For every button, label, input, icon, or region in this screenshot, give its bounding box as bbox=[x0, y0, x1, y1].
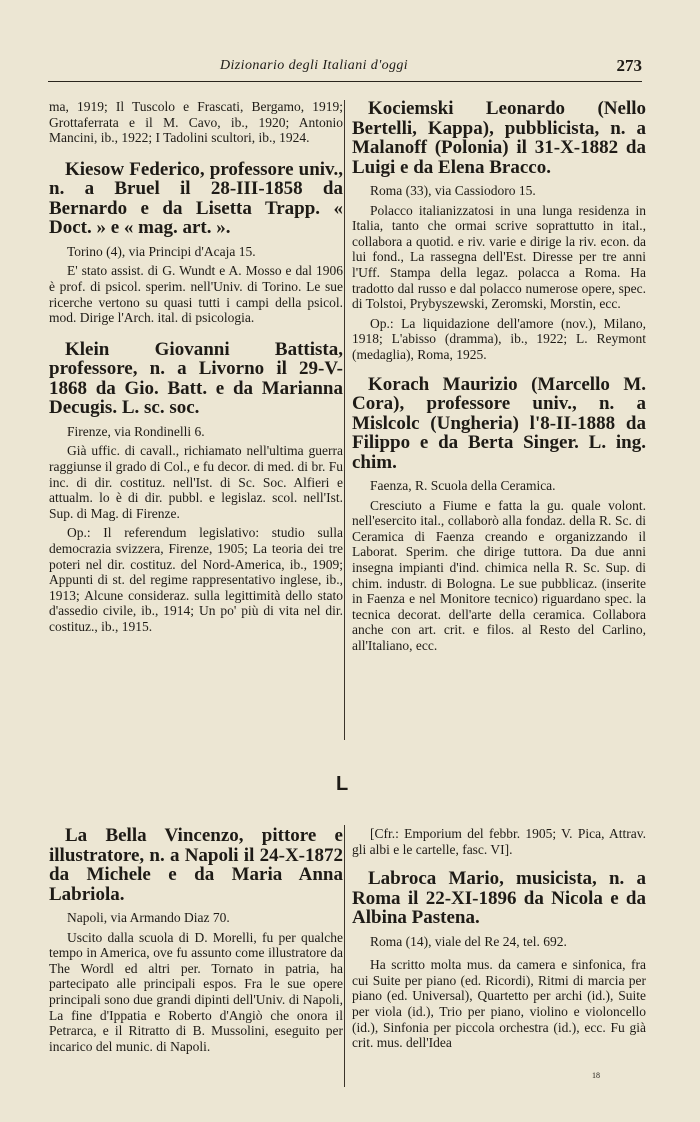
signature-mark: 18 bbox=[592, 1071, 600, 1080]
section-letter: L bbox=[336, 773, 349, 795]
column-divider bbox=[344, 825, 345, 1087]
entry-body-labroca: Ha scritto molta mus. da camera e sinfonica, fra cui Suite per piano (ed. Ricordi), Ritmi di marcia per piano (ed. Universal), Quartetto per archi (id.), Suite per viola (id.), Trio per piano, violino e violoncello (id.), Sinfonia per piccola orchestra (id.), ecc. Fu già crit. mus. dell'Idea bbox=[352, 957, 646, 1051]
column-bottom-left bbox=[49, 826, 343, 1054]
entry-body-klein: Già uffic. di cavall., richiamato nell'ultima guerra raggiunse il grado di Col., e fu decor. di med. di br. Fu inc. di dir. costituz. nell'Ist. di Sc. Soc. Alfieri e attualm. lo è di dir. pubbl. e legislaz. scol. nell'Ist. Sup. di Mag. di Firenze. bbox=[49, 443, 343, 521]
entry-address-labella: Napoli, via Armando Diaz 70. bbox=[67, 910, 230, 925]
citation-note: [Cfr.: Emporium del febbr. 1905; V. Pica, Attrav. gli albi e le cartelle, fasc. VI]. bbox=[352, 826, 646, 857]
entry-heading-labella: La Bella Vincenzo, pittore e illustratore, n. a Napoli il 24-X-1872 da Michele e da Maria Anna Labriola. bbox=[49, 825, 343, 905]
carryover-text: ma, 1919; Il Tuscolo e Frascati, Bergamo, 1919; Grottaferrata e il M. Cavo, ib., 1920; Antonio Mancini, ib., 1922; I Tadolini scultori, ib., 1924. bbox=[49, 99, 343, 146]
entry-address-korach: Faenza, R. Scuola della Ceramica. bbox=[370, 478, 556, 494]
entry-heading-klein: Klein Giovanni Battista, professore, n. a Livorno il 29-V-1868 da Gio. Batt. e da Marianna Decugis. L. sc. soc. bbox=[49, 338, 343, 419]
entry-body-kociemski: Polacco italianizzatosi in una lunga residenza in Italia, tanto che ormai scrive soprattutto in ital., collabora a quotid. e riv. varie e dirige la riv. econ. da lui fond., La rassegna dell'Est. Diresse per tre anni l'Uff. Stampa della legaz. polacca a Roma. Ha tradotto dal russo e dal polacco numerose opere, spec. di Tolstoi, Prybyszewski, Zeromski, Morstin, ecc. bbox=[352, 202, 646, 312]
page-number: 273 bbox=[616, 56, 642, 75]
entry-address-klein: Firenze, via Rondinelli 6. bbox=[67, 423, 205, 439]
entry-works-klein: Op.: Il referendum legislativo: studio sulla democrazia svizzera, Firenze, 1905; La teoria dei tre poteri nel dir. costituz. del Nord-America, ib., 1909; Appunti di st. del regime rappresentativo inglese, ib., 1913; Alcune consideraz. sulla legittimità dello stato d'assedio civile, ib., 1914; Un po' più di vita nel dir. costituz., ib., 1915. bbox=[49, 525, 343, 634]
running-title: Dizionario degli Italiani d'oggi bbox=[220, 58, 409, 73]
entry-body-labella: Uscito dalla scuola di D. Morelli, fu per qualche tempo in America, ove fu assunto come illustratore da The Wordl ed altri per. Tornato in patria, ha partecipato alle principali espos. Fra le sue opere principali sono due grandi dipinti dell'Univ. di Napoli, La fine d'Ippatia e Roberto d'Angiò che onora il Petrarca, e il Ritratto di B. Mussolini, eseguito per incarico del munic. di Napoli. bbox=[49, 929, 343, 1054]
column-divider bbox=[344, 100, 345, 740]
entry-heading-korach: Korach Maurizio (Marcello M. Cora), professore univ., n. a Mislcolc (Ungheria) l'8-II-1888 da Filippo e da Berta Singer. L. ing. chim. bbox=[352, 373, 646, 473]
column-bottom-right bbox=[352, 826, 646, 1051]
entry-heading-kociemski: Kociemski Leonardo (Nello Bertelli, Kappa), pubblicista, n. a Malanoff (Polonia) il 31-X-1882 da Luigi e da Elena Bracco. bbox=[352, 98, 646, 178]
entry-body-korach: Cresciuto a Fiume e fatta la gu. quale volont. nell'esercito ital., collaborò alla fondaz. della R. Sc. di Ceramica di Faenza creando e organizzando il Laborat. Sperim. che dirige tuttora. Da due anni insegna impianti d'ind. chimica nella R. Sc. Sup. di chim. industr. di Bologna. Le sue pubblicaz. (inserite in Faenza e nel Monitore tecnico) riguardano spec. la tecnica decorat. dell'arte della ceramica. Collabora anche con art. crit. e filos. al Resto del Carlino, all'Italiano, ecc. bbox=[352, 497, 646, 653]
entry-heading-kiesow: Kiesow Federico, professore univ., n. a Bruel il 28-III-1858 da Bernardo e da Lisetta Trapp. « Doct. » e « mag. art. ». bbox=[49, 158, 343, 239]
running-header bbox=[48, 57, 642, 82]
column-top-left bbox=[49, 99, 343, 634]
column-top-right bbox=[352, 99, 646, 654]
entry-address-labroca: Roma (14), viale del Re 24, tel. 692. bbox=[370, 933, 567, 949]
entry-heading-labroca: Labroca Mario, musicista, n. a Roma il 22-XI-1896 da Nicola e da Albina Pastena. bbox=[352, 868, 646, 929]
entry-address-kociemski: Roma (33), via Cassiodoro 15. bbox=[370, 183, 536, 198]
entry-works-kociemski: Op.: La liquidazione dell'amore (nov.), Milano, 1918; L'abisso (dramma), ib., 1922; L. Reymont (medaglia), Roma, 1925. bbox=[352, 315, 646, 362]
entry-body-kiesow: E' stato assist. di G. Wundt e A. Mosso e dal 1906 è prof. di psicol. sperim. nell'Univ. di Torino. Le sue ricerche vertono su quasi tutti i campi della psicol. mod. Dirige l'Arch. ital. di psicologia. bbox=[49, 263, 343, 326]
entry-address-kiesow: Torino (4), via Principi d'Acaja 15. bbox=[67, 243, 256, 259]
